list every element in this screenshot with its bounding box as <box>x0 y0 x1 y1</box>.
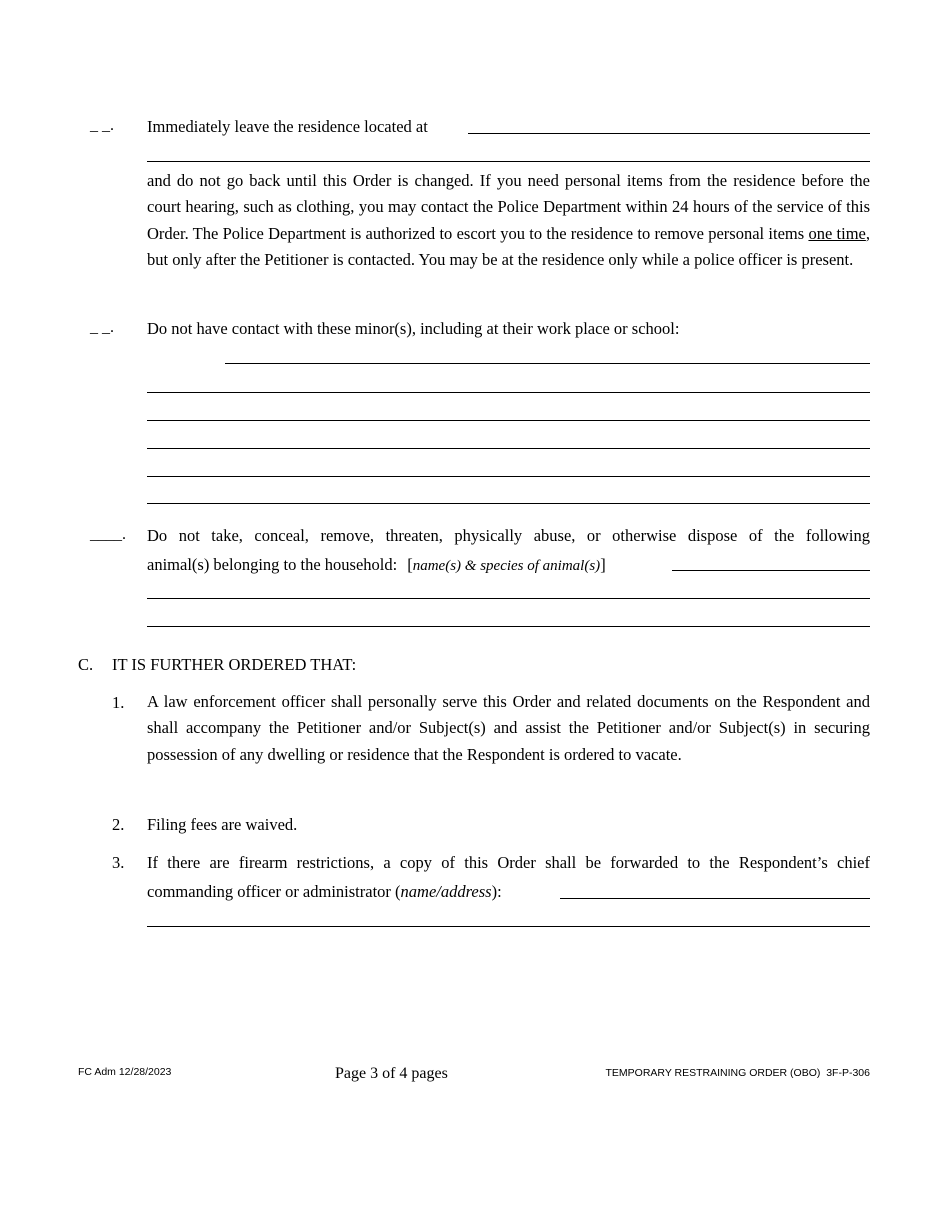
animals-line-2-text: animal(s) belonging to the household: <box>147 555 398 574</box>
leave-lead-text: Immediately leave the residence located at <box>147 117 428 136</box>
animals-checkbox[interactable]: ____. <box>90 526 126 543</box>
item-1-text: A law enforcement officer shall personally serve this Order and related documents on the Respondent and shall accompany the Petitioner and/or Subject(s) and assist the Petitioner and/or Subject(s) in securing possession of any dwelling or residence that the Respondent is ordered to vacate. <box>147 692 870 764</box>
leave-text-a: and do not go back until this Order is changed. If you need personal items from the residence before the court hearing, such as clothing, you may contact the Police Department within 24 hours of the service of this Order. The Police Department is authorized to escort you to the residence to remove personal items <box>147 171 870 243</box>
residence-address-line-1[interactable] <box>468 133 870 134</box>
officer-address-line-1[interactable] <box>560 898 870 899</box>
leave-text-b: , but only after the Petitioner is contacted. You may be at the residence only while a police officer is present. <box>147 223 870 269</box>
animals-line-b[interactable] <box>147 598 870 599</box>
item-3-line-1: If there are firearm restrictions, a copy of this Order shall be forwarded to the Respondent’s chief <box>147 853 870 872</box>
minors-checkbox[interactable]: _ _. <box>90 319 114 336</box>
footer-form-id: FC Adm 12/28/2023 <box>78 1066 172 1078</box>
animals-line-a[interactable] <box>672 570 870 571</box>
leave-paragraph <box>147 168 870 273</box>
minors-line-5[interactable] <box>147 476 870 477</box>
animals-line-2 <box>147 555 606 575</box>
item-1-num: 1. <box>112 693 125 712</box>
item-2-num: 2. <box>112 815 125 834</box>
leave-text-underlined: one time <box>808 223 866 243</box>
minors-line-4[interactable] <box>147 448 870 449</box>
item-3-line-2 <box>147 882 502 902</box>
minors-line-2[interactable] <box>147 392 870 393</box>
minors-lead-text: Do not have contact with these minor(s), including at their work place or school: <box>147 319 680 338</box>
section-c-heading: IT IS FURTHER ORDERED THAT: <box>112 655 357 674</box>
animals-bracket-open: [ <box>407 555 413 574</box>
leave-checkbox[interactable]: _ _. <box>90 117 114 134</box>
section-c-label: C. <box>78 655 94 674</box>
item-3-line-2-a: commanding officer or administrator ( <box>147 882 401 901</box>
animals-bracket-hint: name(s) & species of animal(s) <box>412 558 601 574</box>
item-3-num: 3. <box>112 853 125 872</box>
animals-bracket-close: ] <box>600 555 606 574</box>
minors-line-3[interactable] <box>147 420 870 421</box>
animals-line-c[interactable] <box>147 626 870 627</box>
footer-page-number: Page 3 of 4 pages <box>335 1065 448 1082</box>
minors-line-6[interactable] <box>147 503 870 504</box>
minors-line-1[interactable] <box>225 363 870 364</box>
officer-address-line-2[interactable] <box>147 926 870 927</box>
footer-form-title: TEMPORARY RESTRAINING ORDER (OBO) 3F-P-306 <box>605 1067 870 1079</box>
item-3-line-2-b: ): <box>491 882 502 901</box>
animals-line-1: Do not take, conceal, remove, threaten, physically abuse, or otherwise dispose of the following <box>147 526 870 545</box>
item-3-line-2-italic: name/address <box>400 882 492 901</box>
residence-address-line-2[interactable] <box>147 161 870 162</box>
item-2-text: Filing fees are waived. <box>147 815 298 834</box>
